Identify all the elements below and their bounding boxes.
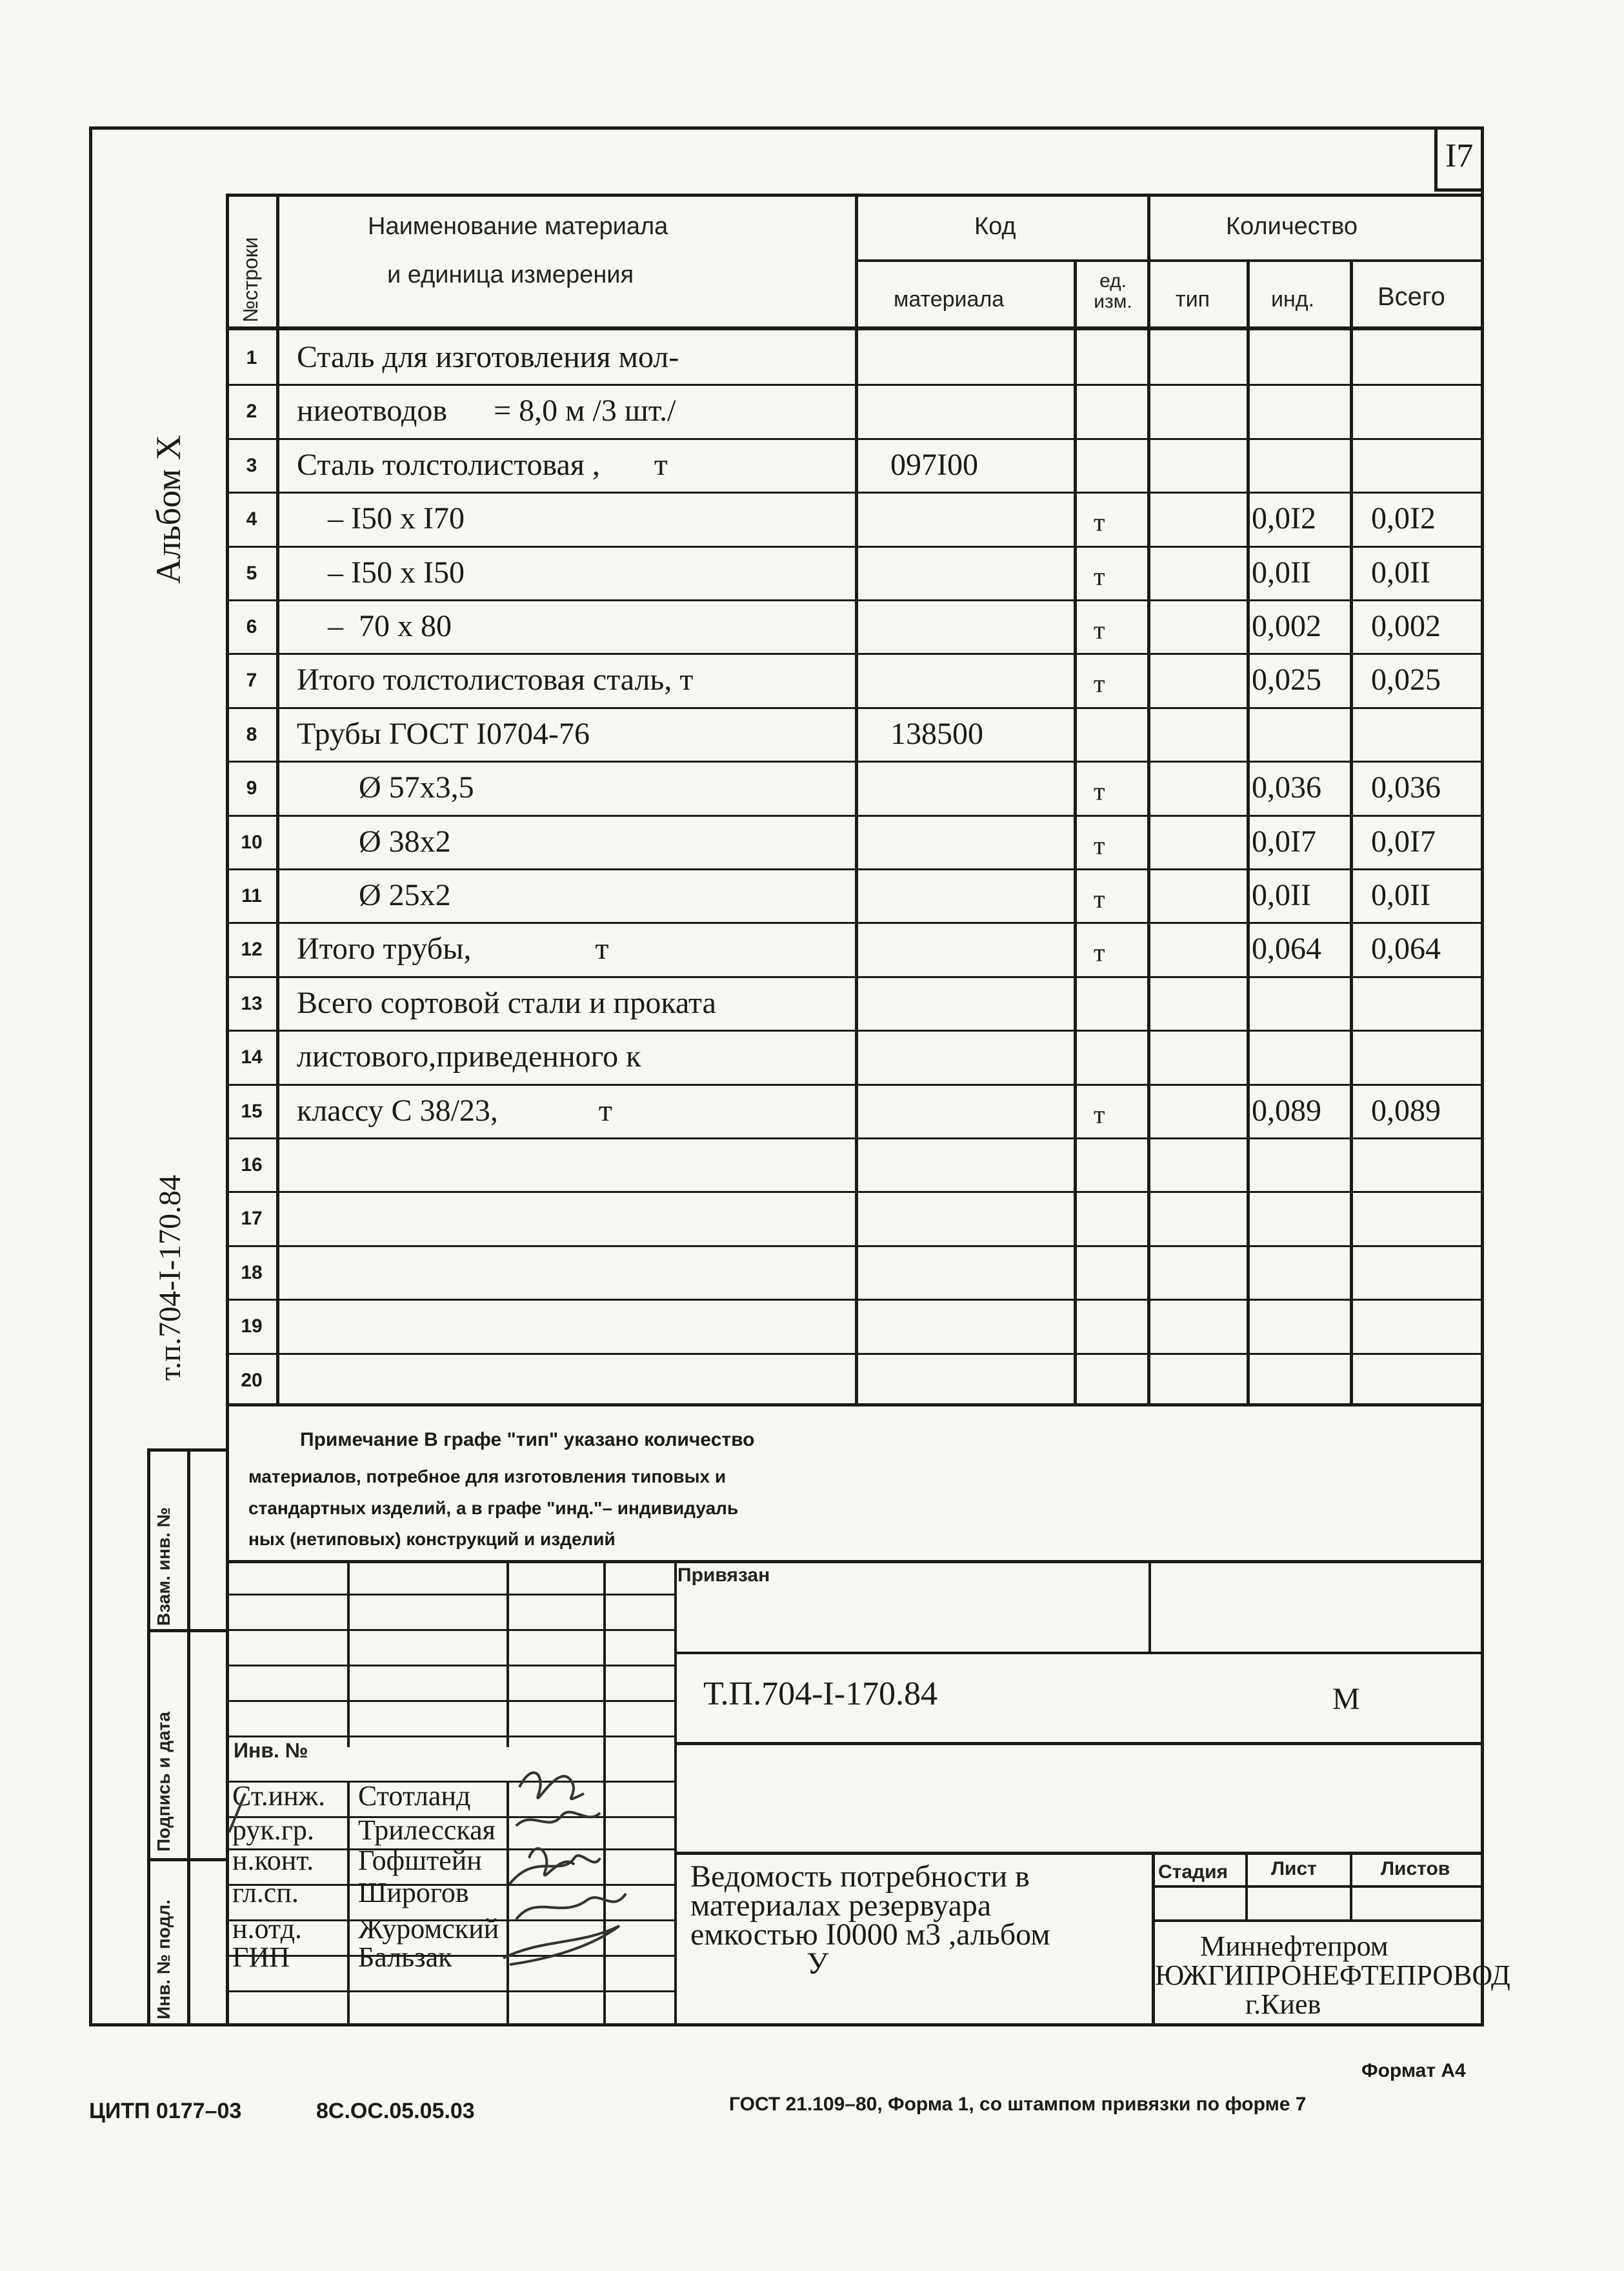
row-separator [226,492,1484,494]
row-material-name: Сталь для изготовления мол- [297,340,679,374]
subheader-line [855,259,1484,262]
stamp-sheets: Листов [1381,1858,1450,1879]
stamp-stage-line [1152,1885,1484,1888]
footer-code-left: ЦИТП 0177–03 [89,2099,242,2123]
stamp-grid-line [226,1665,674,1666]
row-qty-ind: 0,089 [1252,1093,1321,1128]
row-number: 2 [246,401,257,423]
row-separator [226,384,1484,386]
stamp-title-line3: емкостью I0000 м3 ,альбом [690,1917,1050,1952]
row-separator [226,922,1484,924]
row-unit: т [1094,938,1105,968]
sheet-number-box-bottom [1434,188,1484,192]
signer-name: Гофштейн [358,1845,482,1876]
row-number: 10 [241,831,263,853]
stamp-sheet: Лист [1271,1858,1317,1879]
row-material-name: Ø 57x3,5 [297,770,474,805]
signer-role: рук.гр. [232,1814,314,1846]
row-material-name: Всего сортовой стали и проката [297,985,716,1020]
row-number: 14 [241,1046,263,1068]
side-podpis-data: Подпись и дата [154,1712,174,1852]
row-number: 7 [246,670,257,692]
row-number: 13 [241,992,263,1014]
side-inv-podl: Инв. № подл. [154,1899,174,2019]
row-material-name: Сталь толстолистовая , т [297,447,668,482]
row-qty-ind: 0,025 [1252,663,1321,697]
row-number: 17 [241,1208,263,1230]
row-qty-ind: 0,064 [1252,932,1321,966]
stamp-grid-line [226,1990,674,1992]
row-separator [226,438,1484,440]
header-name-line2: и единица измерения [387,261,634,288]
row-material-name: ниеотводов = 8,0 м /3 шт./ [297,394,676,428]
signer-name: Бальзак [358,1941,452,1973]
row-qty-total: 0,002 [1371,609,1441,643]
stamp-stage-line2 [1152,1919,1484,1922]
row-material-name: – 70 x 80 [297,609,452,643]
stamp-privyazan-div [1148,1560,1151,1654]
row-number: 5 [246,562,257,584]
stamp-grid-v2 [506,1560,509,1747]
signer-role: ГИП [232,1941,290,1973]
col-line-unit [1147,194,1150,1406]
stamp-letter: М [1332,1682,1360,1716]
header-name-line1: Наименование материала [368,213,668,240]
stamp-title-line1: Ведомость потребности в [690,1859,1030,1894]
footer-gost: ГОСТ 21.109–80, Форма 1, со штампом привязки по форме 7 [729,2094,1307,2115]
stamp-grid-line [226,1629,674,1631]
row-qty-total: 0,0I2 [1371,501,1436,536]
row-qty-total: 0,036 [1371,770,1441,805]
row-number: 11 [241,885,262,906]
album-label: Альбом X [149,435,188,584]
stamp-org-line2: ЮЖГИПРОНЕФТЕПРОВОД [1155,1959,1510,1991]
header-code-unit: ед. изм. [1094,270,1132,312]
row-qty-ind: 0,0II [1252,555,1311,590]
row-qty-total: 0,0II [1371,555,1430,590]
row-unit: т [1094,777,1105,806]
signer-name: Журомский [358,1913,499,1945]
sheet-number: I7 [1445,137,1474,174]
row-separator [226,868,1484,870]
row-number: 15 [241,1100,263,1122]
stamp-grid-line [226,1736,674,1737]
header-row-number: №строки [239,237,262,323]
row-separator [226,653,1484,655]
signer-role: н.отд. [232,1913,303,1945]
stamp-stage-v2 [1350,1852,1352,1921]
row-unit: т [1094,508,1105,537]
row-separator [226,1299,1484,1301]
row-material-code: 097I00 [890,447,978,482]
row-material-code: 138500 [890,716,983,751]
stamp-title-top [674,1852,1484,1855]
signer-name: Широгов [358,1877,469,1908]
row-qty-total: 0,089 [1371,1093,1441,1128]
note-line2: материалов, потребное для изготовления типовых и [248,1466,727,1486]
note-line1: Примечание В графе "тип" указано количество [300,1429,755,1450]
row-qty-ind: 0,0I2 [1252,501,1316,536]
header-qty-ind: инд. [1271,287,1315,312]
row-qty-total: 0,0II [1371,878,1430,912]
signer-name: Стотланд [358,1780,471,1812]
row-qty-ind: 0,0I7 [1252,824,1316,859]
col-line-rowno [276,194,279,1406]
row-separator [226,707,1484,709]
sheet-number-box-left [1434,126,1438,191]
row-number: 12 [241,939,263,961]
side-strip-div2 [147,1858,226,1861]
row-unit: т [1094,615,1105,645]
row-separator [226,599,1484,601]
row-number: 3 [246,454,257,476]
footer-code-mid: 8С.ОС.05.05.03 [316,2099,475,2123]
stamp-stage-v1 [1245,1852,1248,1921]
row-material-name: – I50 x I50 [297,555,465,590]
row-material-name: – I50 x I70 [297,501,465,536]
row-number: 20 [241,1369,263,1391]
signer-role: гл.сп. [232,1877,299,1908]
stamp-grid-line [226,1594,674,1596]
row-separator [226,1191,1484,1193]
side-strip-div1 [147,1629,226,1632]
row-number: 18 [241,1261,263,1283]
row-number: 6 [246,616,257,637]
note-line4: ных (нетиповых) конструкций и изделий [248,1529,616,1549]
stamp-grid-v4 [674,1560,677,2026]
row-material-name: Трубы ГОСТ I0704-76 [297,716,590,751]
stamp-top-line [226,1560,1484,1563]
stamp-doc-code: Т.П.704-I-170.84 [703,1676,938,1712]
side-strip-left [147,1448,150,2026]
stamp-stage: Стадия [1158,1861,1228,1883]
signer-role: н.конт. [232,1845,314,1876]
row-unit: т [1094,561,1105,591]
row-number: 4 [246,508,257,530]
row-separator [226,761,1484,763]
row-material-name: Итого толстолистовая сталь, т [297,663,694,697]
row-unit: т [1094,885,1105,914]
row-separator [226,1353,1484,1355]
row-number: 1 [246,347,257,368]
header-code: Код [974,213,1016,240]
row-number: 19 [241,1316,263,1337]
side-strip-top [147,1448,226,1452]
row-qty-ind: 0,0II [1252,878,1311,912]
row-unit: т [1094,830,1105,860]
row-material-name: Ø 25x2 [297,878,451,912]
row-number: 16 [241,1154,263,1176]
row-qty-ind: 0,036 [1252,770,1321,805]
col-line-ind [1350,259,1353,1406]
row-qty-total: 0,064 [1371,932,1441,966]
row-qty-total: 0,0I7 [1371,824,1436,859]
note-line3: стандартных изделий, а в графе "инд."– индивидуаль [248,1498,739,1518]
row-number: 9 [246,777,257,799]
row-separator [226,976,1484,978]
col-line-name [855,194,858,1406]
stamp-grid-v1 [347,1560,350,1747]
row-unit: т [1094,669,1105,699]
row-separator [226,1084,1484,1086]
row-unit: т [1094,1099,1105,1129]
row-separator [226,1030,1484,1032]
stamp-org-line1: Миннефтепром [1200,1930,1388,1962]
row-separator [226,1137,1484,1139]
signer-role: Ст.инж. [232,1780,326,1812]
row-material-name: листового,приведенного к [297,1039,641,1074]
row-material-name: Ø 38x2 [297,824,451,859]
col-line-type [1247,259,1250,1406]
col-line-code [1074,259,1077,1406]
side-doc-code: т.п.704-I-170.84 [153,1174,187,1381]
side-strip-right [187,1448,190,2026]
side-vzam-inv: Взам. инв. № [154,1507,174,1626]
row-separator [226,1245,1484,1247]
footer-format: Формат А4 [1361,2060,1466,2081]
stamp-inv-no: Инв. № [234,1739,308,1762]
stamp-privyazan: Привязан [677,1565,770,1586]
header-qty-type: тип [1176,287,1210,312]
stamp-title-line2: материалах резервуара [690,1888,992,1923]
row-material-name: Итого трубы, т [297,932,609,966]
row-number: 8 [246,723,257,745]
stamp-org-line3: г.Киев [1245,1988,1321,2020]
header-qty-total: Всего [1378,283,1445,311]
row-qty-total: 0,025 [1371,663,1441,697]
stamp-left-line [226,1406,229,2026]
signer-name: Трилесская [358,1814,496,1846]
row-qty-ind: 0,002 [1252,609,1321,643]
header-code-material: материала [894,287,1005,312]
stamp-privyazan-bottom [674,1652,1484,1654]
stamp-title-div [1152,1852,1155,2026]
row-material-name: классу С 38/23, т [297,1093,612,1128]
stamp-title-line4: У [807,1946,828,1981]
stamp-grid-line [226,1700,674,1702]
stamp-code-bottom [674,1742,1484,1745]
row-separator [226,546,1484,548]
header-quantity: Количество [1226,213,1358,240]
row-separator [226,815,1484,817]
